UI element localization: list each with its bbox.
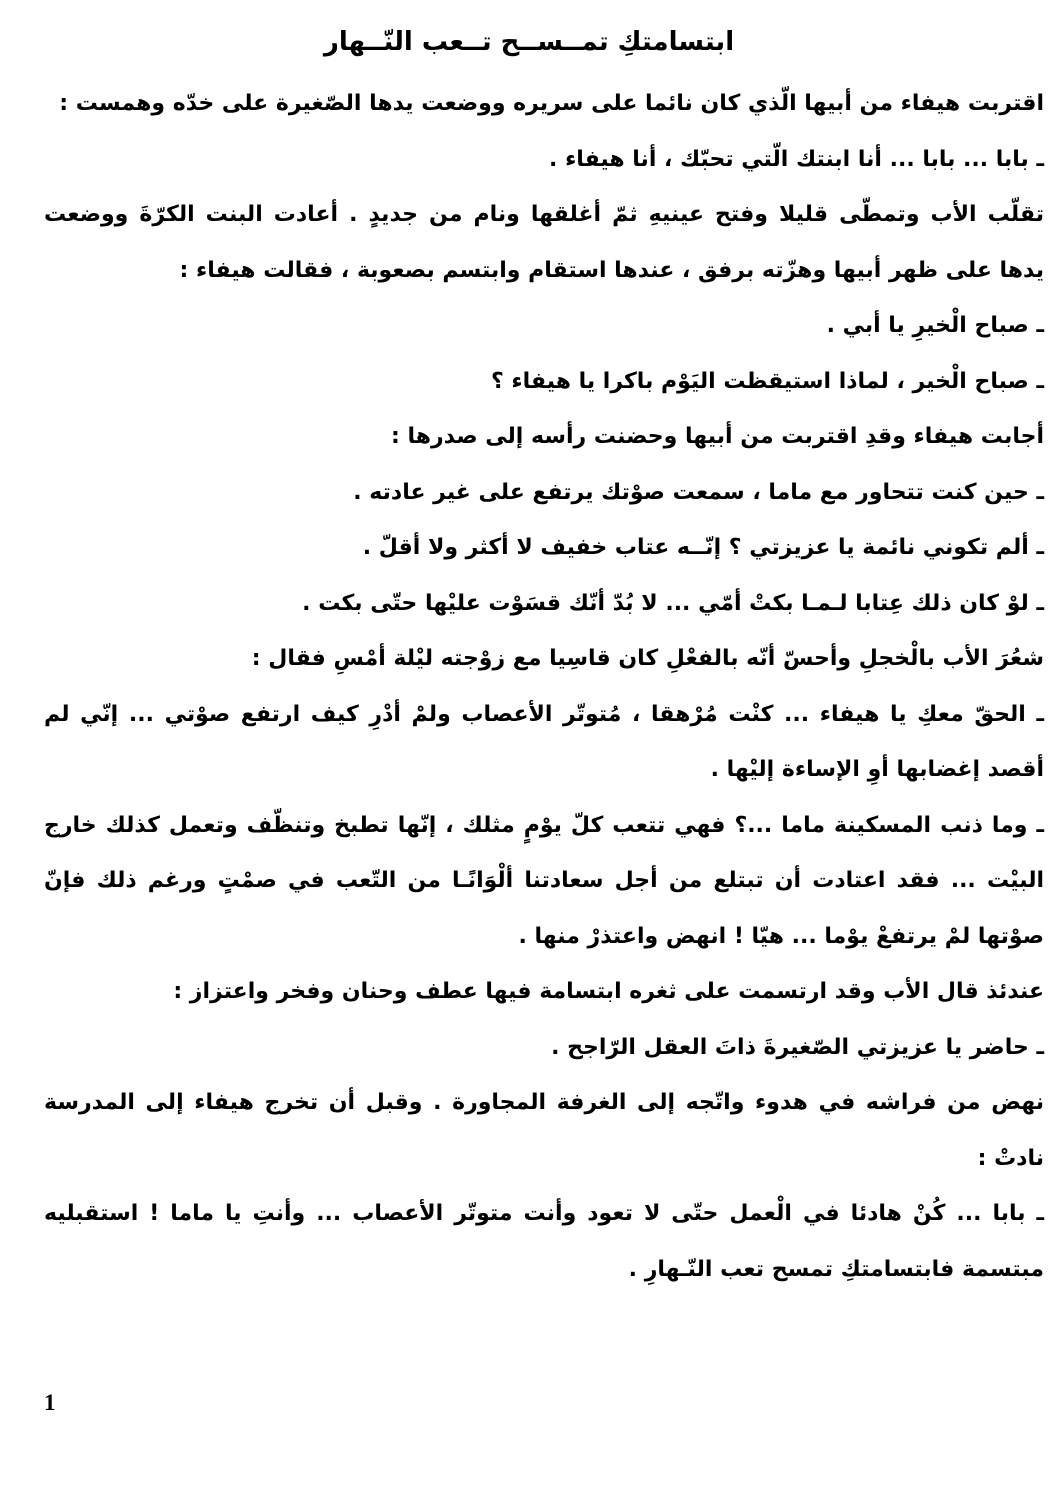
page-number: 1 (44, 1390, 56, 1415)
page-title: ابتسامتكِ تمــســح تــعب النّــهار (323, 27, 735, 57)
paragraph-dialogue: ـ ألم تكوني نائمة يا عزيزتي ؟ إنّــه عتاب خفيف لا أكثر ولا أقلّ . (362, 535, 1044, 561)
paragraph-narration: شعُرَ الأب بالْخجلِ وأحسّ أنّه بالفعْلِ كان قاسِيا مع زوْجته ليْلة أمْسِ فقال : (251, 646, 1044, 672)
paragraph-dialogue: ـ وما ذنب المسكينة ماما ...؟ فهي تتعب كلّ يوْمٍ مثلك ، إنّها تطبخ وتنظّف وتعمل كذلك خارج البيْت ... فقد اعتادت أن تبتلع من أجل سعادتنا ألْوَانًـا من التّعب في صمْتٍ ورغم ذلك فإنّ صوْتها لمْ يرتفعْ يوْما ... هيّا ! انهض واعتذرْ منها . (44, 812, 1044, 949)
paragraph-dialogue: ـ بابا ... بابا ... أنا ابنتك الّتي تحبّك ، أنا هيفاء . (549, 146, 1044, 172)
paragraph-dialogue: ـ بابا ... كُنْ هادئا في الْعمل حتّى لا تعود وأنت متوتّر الأعصاب ... وأنتِ يا ماما ! استقبليه مبتسمة فابتسامتكِ تمسح تعب النّـهارِ . (44, 1201, 1044, 1282)
paragraph-narration: أجابت هيفاء وقدِ اقتربت من أبيها وحضنت رأسه إلى صدرها : (391, 424, 1044, 450)
paragraph-narration: نهض من فراشه في هدوء واتّجه إلى الغرفة المجاورة . وقبل أن تخرج هيفاء إلى المدرسة نادتْ : (44, 1090, 1044, 1171)
paragraph-dialogue: ـ الحقّ معكِ يا هيفاء ... كنْت مُرْهقا ، مُتوتّر الأعصاب ولمْ أدْرِ كيف ارتفع صوْتي ... إنّي لم أقصد إغضابها أوِ الإساءة إليْها . (44, 701, 1044, 783)
story-text (0, 60, 1058, 1297)
paragraph-dialogue: ـ حاضر يا عزيزتي الصّغيرةَ ذاتَ العقل الرّاجح . (551, 1034, 1044, 1060)
paragraph-narration: اقتربت هيفاء من أبيها الّذي كان نائما على سريره ووضعت يدها الصّغيرة على خدّه وهمست : (59, 91, 1044, 117)
paragraph-dialogue: ـ حين كنت تتحاور مع ماما ، سمعت صوْتك يرتفع على غير عادته . (353, 479, 1044, 505)
paragraph-narration: تقلّب الأب وتمطّى قليلا وفتح عينيهِ ثمّ أغلقها ونام من جديدٍ . أعادت البنت الكرّةَ ووضعت يدها على ظهر أبيها وهزّته برفق ، عندها استقام وابتسم بصعوبة ، فقالت هيفاء : (44, 202, 1044, 283)
paragraph-dialogue: ـ لوْ كان ذلك عِتابا لـمـا بكتْ أمّي ... لا بُدّ أنّك قسَوْت عليْها حتّى بكت . (302, 590, 1044, 616)
paragraph-dialogue: ـ صباح الْخير ، لماذا استيقظت اليَوْم باكرا يا هيفاء ؟ (490, 368, 1044, 394)
paragraph-dialogue: ـ صباح الْخيرِ يا أبي . (826, 313, 1044, 339)
paragraph-narration: عندئذ قال الأب وقد ارتسمت على ثغره ابتسامة فيها عطف وحنان وفخر واعتزاز : (173, 979, 1044, 1005)
